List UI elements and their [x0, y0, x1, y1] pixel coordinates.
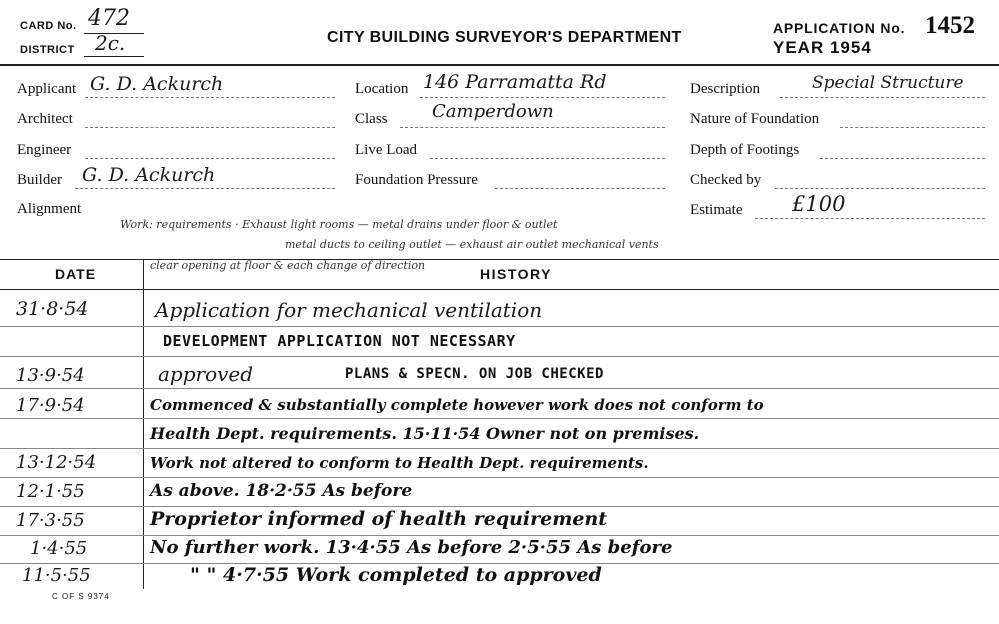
- estimate-label: Estimate: [690, 202, 743, 218]
- live-load-line: [430, 158, 665, 159]
- builder-label: Builder: [17, 172, 62, 188]
- history-entry: Application for mechanical ventilation: [155, 298, 543, 322]
- history-entry: Work not altered to conform to Health Dept. requirements.: [150, 454, 649, 472]
- details-divider: [0, 259, 999, 260]
- history-entry: Commenced & substantially complete however work does not conform to: [150, 396, 764, 414]
- district-value: 2c.: [95, 31, 126, 55]
- checked-by-line: [775, 188, 985, 189]
- form-code: C OF S 9374: [52, 592, 110, 601]
- history-entry: approved: [158, 362, 254, 386]
- district-underline: [84, 56, 144, 57]
- alignment-label: Alignment: [17, 201, 82, 217]
- history-date: 12·1·55: [16, 481, 85, 502]
- card-no-label: CARD No.: [20, 20, 77, 32]
- estimate-line: [755, 218, 985, 219]
- estimate-value: £100: [792, 192, 846, 216]
- history-date: 17·9·54: [16, 395, 85, 416]
- depth-footings-label: Depth of Footings: [690, 142, 800, 158]
- class-label: Class: [355, 111, 388, 127]
- applicant-label: Applicant: [17, 81, 77, 97]
- engineer-line: [85, 158, 335, 159]
- applicant-line: [85, 97, 335, 98]
- history-date: 31·8·54: [16, 298, 89, 320]
- date-column-header: DATE: [55, 266, 97, 282]
- history-column-header: HISTORY: [480, 266, 552, 282]
- district-label: DISTRICT: [20, 44, 75, 56]
- description-label: Description: [690, 81, 760, 97]
- history-rule: [0, 326, 999, 327]
- location-line: [420, 97, 665, 98]
- application-label: APPLICATION No.: [773, 20, 906, 36]
- history-entry: " " 4·7·55 Work completed to approved: [190, 564, 602, 586]
- checked-by-label: Checked by: [690, 172, 762, 188]
- year-label: YEAR 1954: [773, 38, 872, 57]
- history-rule: [0, 356, 999, 357]
- card-no-value: 472: [88, 6, 130, 31]
- history-entry: No further work. 13·4·55 As before 2·5·55 As before: [150, 537, 673, 558]
- nature-foundation-label: Nature of Foundation: [690, 111, 820, 127]
- history-entry: Health Dept. requirements. 15·11·54 Owner not on premises.: [150, 424, 700, 443]
- architect-label: Architect: [17, 111, 73, 127]
- foundation-pressure-label: Foundation Pressure: [355, 172, 478, 188]
- history-entry: As above. 18·2·55 As before: [150, 481, 413, 501]
- history-rule: [0, 448, 999, 449]
- location-label: Location: [355, 81, 409, 97]
- notes-line-3: clear opening at floor & each change of direction: [150, 259, 426, 272]
- application-number: 1452: [925, 12, 975, 39]
- history-date: 13·12·54: [16, 452, 97, 473]
- history-rule: [0, 506, 999, 507]
- history-rule: [0, 535, 999, 536]
- foundation-pressure-line: [495, 188, 665, 189]
- live-load-label: Live Load: [355, 142, 418, 158]
- nature-foundation-line: [840, 127, 985, 128]
- builder-value: G. D. Ackurch: [82, 164, 216, 186]
- history-stamp: PLANS & SPECN. ON JOB CHECKED: [345, 366, 604, 382]
- history-column-divider: [143, 259, 144, 589]
- class-line: [400, 127, 665, 128]
- header-divider: [0, 64, 999, 66]
- notes-line-2: metal ducts to ceiling outlet — exhaust air outlet mechanical vents: [285, 238, 659, 251]
- applicant-value: G. D. Ackurch: [90, 73, 224, 95]
- history-header-divider: [0, 289, 999, 290]
- history-date: 17·3·55: [16, 510, 85, 531]
- location-value: 146 Parramatta Rd: [423, 71, 607, 93]
- history-date: 1·4·55: [30, 538, 88, 559]
- history-rule: [0, 477, 999, 478]
- history-date: 11·5·55: [22, 565, 91, 586]
- description-line: [780, 97, 985, 98]
- history-rule: [0, 388, 999, 389]
- class-value: Camperdown: [432, 101, 554, 122]
- engineer-label: Engineer: [17, 142, 72, 158]
- history-entry: Proprietor informed of health requirement: [150, 508, 608, 530]
- department-title: CITY BUILDING SURVEYOR'S DEPARTMENT: [327, 29, 682, 46]
- depth-footings-line: [820, 158, 985, 159]
- architect-line: [85, 127, 335, 128]
- builder-line: [75, 188, 335, 189]
- notes-line-1: Work: requirements · Exhaust light rooms — metal drains under floor & outlet: [120, 218, 558, 231]
- description-value: Special Structure: [812, 73, 964, 93]
- history-rule: [0, 418, 999, 419]
- history-date: 13·9·54: [16, 365, 85, 386]
- history-stamp: DEVELOPMENT APPLICATION NOT NECESSARY: [163, 332, 516, 350]
